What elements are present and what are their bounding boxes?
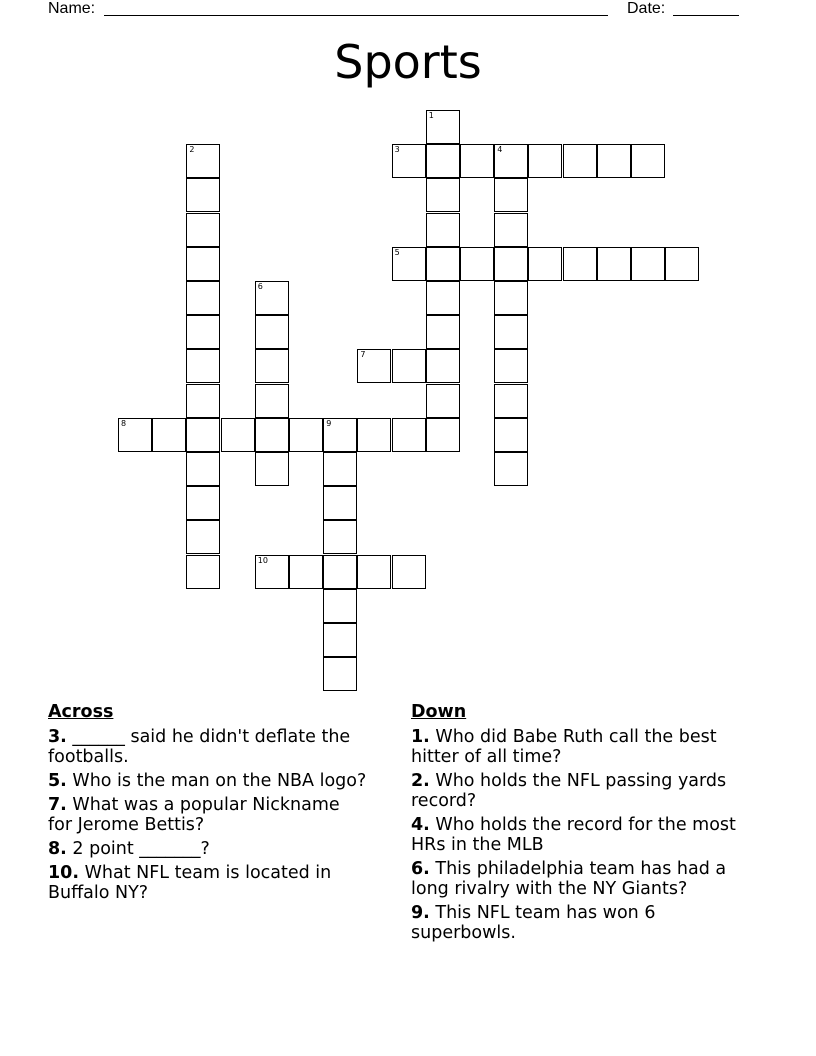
grid-cell[interactable] — [631, 247, 665, 281]
grid-cell[interactable] — [323, 452, 357, 486]
clue-number: 5 — [394, 247, 400, 257]
across-clues — [48, 702, 368, 907]
clue-number: 10 — [257, 555, 268, 565]
clue-text: This NFL team has won 6 superbowls. — [411, 903, 656, 943]
grid-cell[interactable] — [323, 623, 357, 657]
clue-text: This philadelphia team has had a long rivalry with the NY Giants? — [411, 859, 727, 899]
clue-number-label: 8. — [48, 839, 67, 859]
grid-cell[interactable] — [392, 418, 426, 452]
across-clue — [48, 839, 368, 859]
grid-cell[interactable] — [186, 349, 220, 383]
clue-text: Who holds the record for the most HRs in the MLB — [411, 815, 736, 855]
grid-cell[interactable] — [460, 247, 494, 281]
grid-cell[interactable] — [186, 315, 220, 349]
grid-cell[interactable] — [494, 349, 528, 383]
grid-cell[interactable] — [392, 247, 426, 281]
grid-cell[interactable] — [494, 247, 528, 281]
grid-cell[interactable] — [426, 418, 460, 452]
grid-cell[interactable] — [323, 520, 357, 554]
grid-cell[interactable] — [426, 349, 460, 383]
grid-cell[interactable] — [186, 281, 220, 315]
grid-cell[interactable] — [426, 110, 460, 144]
across-clue — [48, 727, 368, 767]
clue-number: 3 — [394, 145, 400, 155]
grid-cell[interactable] — [426, 247, 460, 281]
clue-text: ______ said he didn't deflate the footballs. — [48, 727, 351, 767]
across-clue — [48, 863, 368, 903]
grid-cell[interactable] — [255, 555, 289, 589]
clue-number-label: 1. — [411, 727, 430, 747]
grid-cell[interactable] — [255, 384, 289, 418]
down-clue — [411, 815, 756, 855]
grid-cell[interactable] — [186, 418, 220, 452]
down-clue — [411, 859, 756, 899]
grid-cell[interactable] — [118, 418, 152, 452]
clue-number: 8 — [121, 418, 127, 428]
grid-cell[interactable] — [255, 418, 289, 452]
grid-cell[interactable] — [323, 657, 357, 691]
clue-text: What was a popular Nickname for Jerome Bettis? — [48, 795, 340, 835]
grid-cell[interactable] — [528, 247, 562, 281]
grid-cell[interactable] — [186, 247, 220, 281]
grid-cell[interactable] — [186, 555, 220, 589]
grid-cell[interactable] — [186, 144, 220, 178]
grid-cell[interactable] — [255, 315, 289, 349]
grid-cell[interactable] — [186, 452, 220, 486]
grid-cell[interactable] — [357, 418, 391, 452]
grid-cell[interactable] — [323, 589, 357, 623]
clue-number-label: 6. — [411, 859, 430, 879]
grid-cell[interactable] — [426, 315, 460, 349]
down-heading: Down — [411, 702, 467, 722]
grid-cell[interactable] — [186, 178, 220, 212]
grid-cell[interactable] — [357, 555, 391, 589]
page-title: Sports — [334, 35, 482, 89]
grid-cell[interactable] — [631, 144, 665, 178]
grid-cell[interactable] — [563, 247, 597, 281]
grid-cell[interactable] — [494, 384, 528, 418]
grid-cell[interactable] — [289, 555, 323, 589]
grid-cell[interactable] — [392, 555, 426, 589]
grid-cell[interactable] — [563, 144, 597, 178]
grid-cell[interactable] — [255, 452, 289, 486]
grid-cell[interactable] — [494, 178, 528, 212]
grid-cell[interactable] — [494, 418, 528, 452]
grid-cell[interactable] — [392, 349, 426, 383]
across-clue-list — [48, 727, 368, 903]
clue-number: 2 — [189, 145, 195, 155]
grid-cell[interactable] — [494, 315, 528, 349]
down-clue — [411, 727, 756, 767]
clue-number-label: 4. — [411, 815, 430, 835]
grid-cell[interactable] — [426, 384, 460, 418]
clue-number-label: 5. — [48, 771, 67, 791]
date-label: Date: — [627, 0, 666, 17]
down-clue — [411, 903, 756, 943]
grid-cell[interactable] — [597, 247, 631, 281]
grid-cell[interactable] — [494, 144, 528, 178]
grid-cell[interactable] — [186, 520, 220, 554]
across-clue — [48, 795, 368, 835]
grid-cell[interactable] — [528, 144, 562, 178]
clue-text: Who is the man on the NBA logo? — [66, 771, 367, 791]
clue-number: 4 — [497, 145, 503, 155]
clue-text: Who holds the NFL passing yards record? — [411, 771, 727, 811]
clue-text: Who did Babe Ruth call the best hitter of all time? — [411, 727, 717, 767]
clue-number: 6 — [257, 282, 263, 291]
grid-cell[interactable] — [323, 418, 357, 452]
down-clue — [411, 771, 756, 811]
grid-cell[interactable] — [221, 418, 255, 452]
grid-cell[interactable] — [255, 349, 289, 383]
grid-cell[interactable] — [426, 144, 460, 178]
grid-cell[interactable] — [597, 144, 631, 178]
grid-cell[interactable] — [426, 178, 460, 212]
grid-cell[interactable] — [426, 213, 460, 247]
grid-cell[interactable] — [426, 281, 460, 315]
clue-text: 2 point _______? — [66, 839, 210, 859]
clue-text: What NFL team is located in Buffalo NY? — [48, 863, 332, 903]
clue-number-label: 9. — [411, 903, 430, 923]
grid-cell[interactable] — [152, 418, 186, 452]
clue-number-label: 7. — [48, 795, 67, 815]
clue-number: 1 — [428, 111, 434, 120]
clue-number-label: 2. — [411, 771, 430, 791]
grid-cell[interactable] — [460, 144, 494, 178]
grid-cell[interactable] — [255, 281, 289, 315]
grid-cell[interactable] — [357, 349, 391, 383]
clue-number-label: 3. — [48, 727, 67, 747]
down-clues — [411, 702, 756, 947]
across-heading: Across — [48, 702, 114, 722]
grid-cell[interactable] — [392, 144, 426, 178]
grid-cell[interactable] — [494, 452, 528, 486]
across-clue — [48, 771, 368, 791]
grid-cell[interactable] — [323, 555, 357, 589]
clue-number-label: 10. — [48, 863, 80, 883]
grid-cell[interactable] — [323, 486, 357, 520]
grid-cell[interactable] — [289, 418, 323, 452]
grid-cell[interactable] — [186, 213, 220, 247]
clue-number: 9 — [326, 418, 332, 428]
grid-cell[interactable] — [186, 486, 220, 520]
grid-cell[interactable] — [494, 281, 528, 315]
grid-cell[interactable] — [494, 213, 528, 247]
grid-cell[interactable] — [186, 384, 220, 418]
grid-cell[interactable] — [665, 247, 699, 281]
clue-number: 7 — [360, 350, 366, 360]
name-label: Name: — [48, 0, 96, 17]
down-clue-list — [411, 727, 756, 943]
